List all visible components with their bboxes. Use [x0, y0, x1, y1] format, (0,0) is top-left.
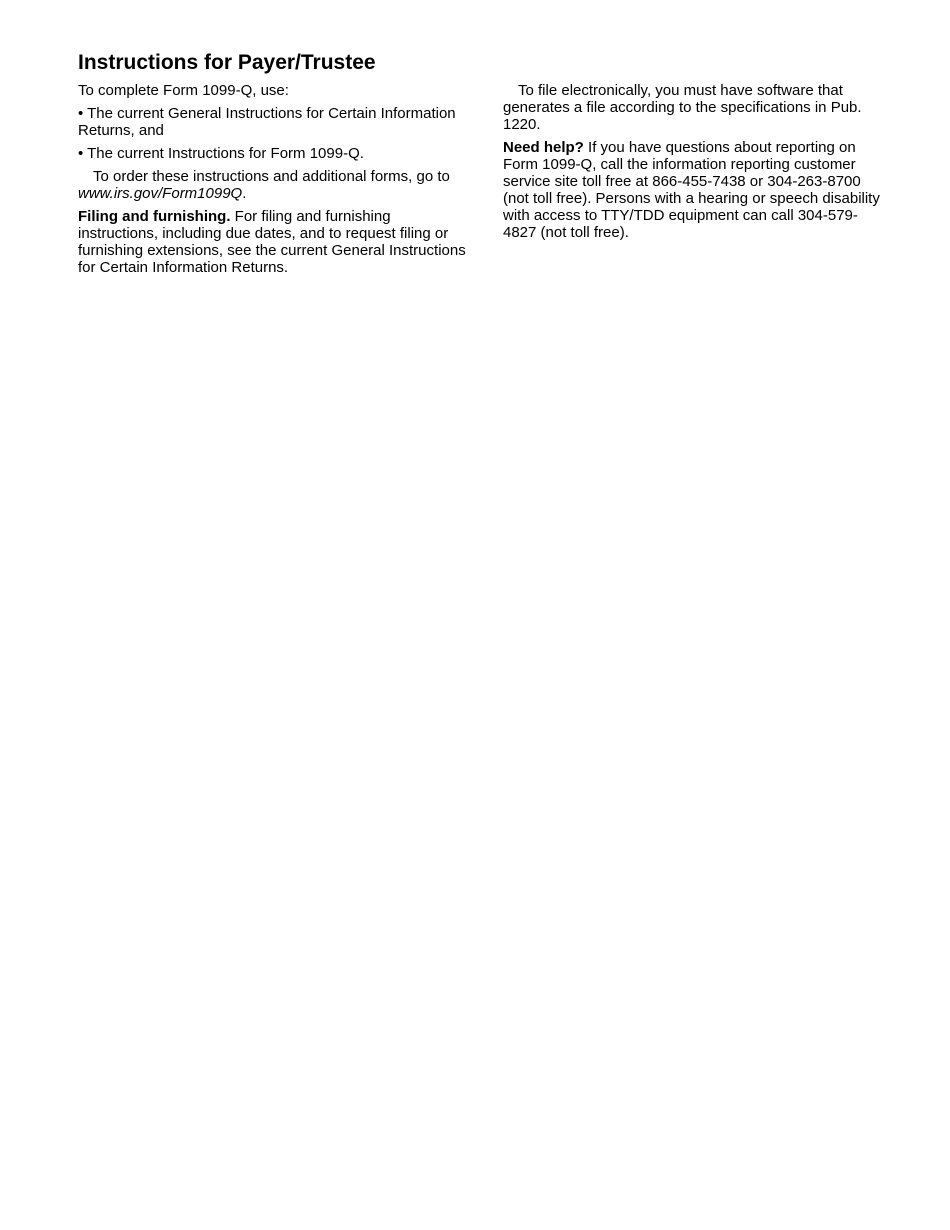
help-label: Need help?: [503, 139, 584, 156]
order-text: To order these instructions and additional forms, go to: [93, 168, 450, 185]
right-column: [503, 82, 885, 247]
page-title: Instructions for Payer/Trustee: [78, 51, 376, 74]
left-column: [78, 82, 474, 282]
electronic-filing-paragraph: To file electronically, you must have software that generates a file according to the specifications in Pub. 1220.: [503, 82, 862, 133]
intro-paragraph: To complete Form 1099-Q, use:: [78, 82, 289, 99]
filing-paragraph: [78, 208, 474, 276]
bullet-form-instructions: • The current Instructions for Form 1099-Q.: [78, 145, 364, 162]
bullet-general-instructions: • The current General Instructions for Certain Information Returns, and: [78, 105, 456, 139]
help-paragraph: [503, 139, 885, 241]
filing-text: For filing and furnishing instructions, including due dates, and to request filing or furnishing extensions, see the current General Instructions for Certain Information Returns.: [78, 208, 466, 276]
help-text: If you have questions about reporting on Form 1099-Q, call the information reporting customer service site toll free at 866-455-7438 or 304-263-8700 (not toll free). Persons with a hearing or speech disability with access to TTY/TDD equipment can call 304-579-4827 (not toll free).: [503, 139, 880, 241]
order-paragraph: [78, 168, 474, 202]
order-end: .: [242, 185, 247, 202]
filing-label: Filing and furnishing.: [78, 208, 231, 225]
form-link[interactable]: www.irs.gov/Form1099Q: [78, 185, 243, 202]
